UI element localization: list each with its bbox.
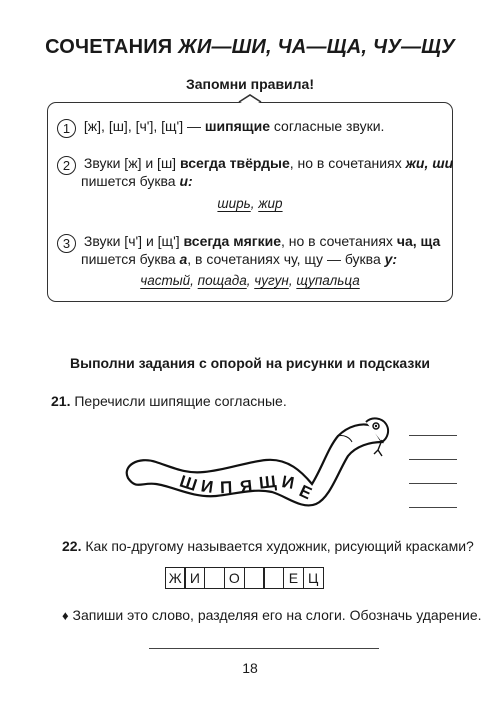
- task-21: [51, 393, 287, 409]
- rule-text: пишется буква: [81, 173, 180, 189]
- rule-2-example: ширь, жир: [217, 196, 283, 211]
- section-heading-hint: подсказки: [359, 355, 430, 371]
- snake-letter: П: [219, 477, 233, 498]
- rule-keyword: всегда мягкие: [183, 233, 281, 249]
- rule-text: , но в сочетаниях: [289, 155, 406, 171]
- answer-line[interactable]: [149, 648, 379, 649]
- letter-cell[interactable]: [244, 567, 265, 589]
- rule-number: 1: [57, 119, 76, 138]
- snake-letter: Щ: [258, 471, 278, 493]
- example-word: частый: [140, 273, 191, 288]
- example-word: жир: [258, 196, 283, 211]
- letter-cells: [166, 567, 324, 589]
- rule-3-line-2: [81, 250, 397, 268]
- diamond-bullet-icon: ♦: [62, 608, 69, 623]
- title-combinations: ЖИ—ШИ, ЧА—ЩА, ЧУ—ЩУ: [178, 36, 455, 58]
- rule-text: , но в сочетаниях: [280, 233, 397, 249]
- snake-letter: Ш: [177, 471, 200, 495]
- rules-box-notch: [238, 94, 262, 108]
- task-number: 21.: [51, 393, 71, 409]
- rule-keyword: шипящие: [204, 118, 270, 134]
- rule-text: [ж], [ш], [ч'], [щ'] —: [83, 118, 205, 134]
- answer-line[interactable]: [409, 507, 457, 508]
- rule-number: 2: [57, 156, 76, 175]
- page-number: 18: [242, 660, 258, 676]
- rule-letter: а: [179, 251, 188, 267]
- rule-letter: у:: [384, 251, 398, 267]
- example-word: пощада: [197, 273, 247, 288]
- rule-number: 3: [57, 234, 76, 253]
- rule-combination: чу, щу: [283, 251, 324, 267]
- title-prefix: СОЧЕТАНИЯ: [45, 36, 179, 58]
- section-heading-text: Выполни задания с опорой на рисунки и: [70, 355, 360, 371]
- letter-cell[interactable]: Ц: [303, 567, 324, 589]
- snake-letter: И: [199, 476, 215, 497]
- section-heading: [0, 355, 500, 371]
- rule-3-example: частый, пощада, чугун, щупальца: [140, 273, 360, 288]
- rule-combination: жи, ши: [405, 155, 454, 171]
- rule-combination: ча, ща: [396, 233, 441, 249]
- rule-letter: и:: [179, 173, 193, 189]
- rule-text: Звуки [ч'] и [щ']: [83, 233, 184, 249]
- snake-illustration: [116, 412, 391, 522]
- example-word: щупальца: [296, 273, 360, 288]
- letter-cell[interactable]: О: [224, 567, 245, 589]
- answer-line[interactable]: [409, 483, 457, 484]
- instruction: [62, 607, 482, 623]
- example-word: ширь: [217, 196, 251, 211]
- rule-1: [57, 117, 384, 138]
- task-number: 22.: [62, 538, 82, 554]
- rule-keyword: всегда твёрдые: [179, 155, 290, 171]
- letter-cell[interactable]: [263, 567, 284, 589]
- rule-text: пишется буква: [81, 251, 180, 267]
- letter-cell[interactable]: [204, 567, 225, 589]
- rule-text: — буква: [323, 251, 385, 267]
- answer-line[interactable]: [409, 435, 457, 436]
- answer-line[interactable]: [409, 459, 457, 460]
- letter-cell[interactable]: Е: [283, 567, 304, 589]
- rules-heading: Запомни правила!: [185, 76, 315, 92]
- instruction-text: Запиши это слово, разделяя его на слоги. Обозначь ударение.: [68, 607, 482, 623]
- snake-letter: И: [280, 472, 296, 493]
- example-word: чугун: [254, 273, 289, 288]
- page-title: [0, 36, 500, 59]
- snake-letter: Е: [296, 481, 315, 504]
- rule-text: , в сочетаниях: [187, 251, 284, 267]
- snake-letter: Я: [239, 476, 254, 497]
- rule-text: согласные звуки.: [270, 118, 385, 134]
- rule-text: Звуки [ж] и [ш]: [83, 155, 180, 171]
- task-22: [62, 538, 474, 554]
- letter-cell[interactable]: Ж: [165, 567, 186, 589]
- letter-cell[interactable]: И: [184, 567, 205, 589]
- task-text: Как по-другому называется художник, рисующий красками?: [81, 538, 474, 554]
- rule-2-line-2: [81, 172, 193, 190]
- task-text: Перечисли шипящие согласные.: [70, 393, 287, 409]
